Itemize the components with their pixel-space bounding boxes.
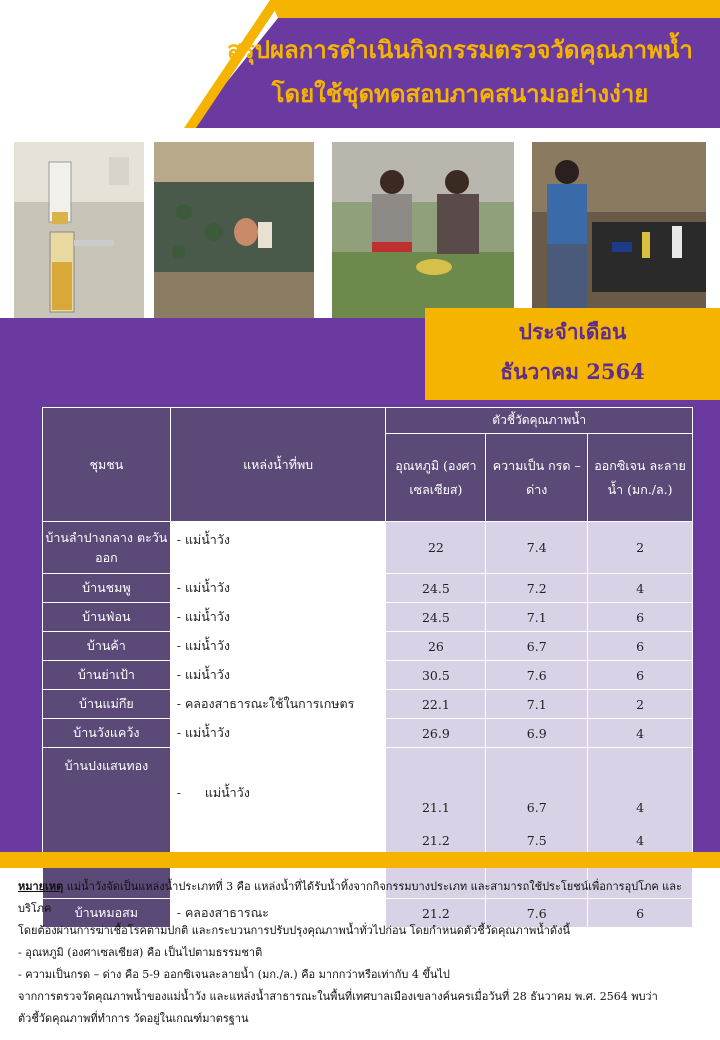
remarks-label: หมายเหตุ [18,880,64,893]
field-testing-photo [332,142,514,318]
remarks-line: หมายเหตุ แม่น้ำวังจัดเป็นแหล่งน้ำประเภทที่ 3 คือ แหล่งน้ำที่ได้รับน้ำทิ้งจากกิจกรรมบางประเภท และสามารถใช้ประโยชน์เพื่อการอุปโภค และบริโภค [18,880,682,915]
truck-testing-photo [532,142,706,318]
community-cell: บ้านหมอสม [43,899,171,928]
do-cell: 6 [588,632,693,661]
water-quality-table [42,407,693,928]
temp-cell: 24.5 [386,603,486,632]
header-community: ชุมชน [43,408,171,522]
period-line-1: ประจำเดือน [518,319,627,344]
temp-value: 21.2 [421,833,450,848]
do-cell: 6 [588,899,693,928]
table-row [43,661,693,690]
table-row [43,522,693,574]
remarks-line: ตัวชี้วัดคุณภาพที่ทำการ วัดอยู่ในเกณฑ์มาตรฐาน [18,1012,249,1025]
ph-value: 7.5 [526,833,547,848]
source-cell: - แม่น้ำวัง [170,661,386,690]
syringe-test-kit-photo [14,142,144,318]
temp-cell: 21.2 [386,899,486,928]
source-cell: - แม่น้ำวัง [170,632,386,661]
temp-cell: 26 [386,632,486,661]
community-cell: บ้านลำปางกลาง ตะวันออก [43,522,171,574]
remarks-section [18,876,708,1030]
community-cell: บ้านแม่กึย [43,690,171,719]
community-cell: บ้านวังแคว้ง [43,719,171,748]
source-cell: - แม่น้ำวัง [170,574,386,603]
period-label [425,312,720,392]
do-cell: 2 [588,522,693,574]
temp-value: 21.1 [421,800,450,815]
remarks-line: โดยต้องผ่านการฆ่าเชื้อโรคตามปกติ และกระบวนการปรับปรุงคุณภาพน้ำทั่วไปก่อน โดยกำหนดตัวชี้วัดคุณภาพน้ำดังนี้ [18,924,570,937]
remarks-line: จากการตรวจวัดคุณภาพน้ำของแม่น้ำวัง และแหล่งน้ำสาธารณะในพื้นที่เทศบาลเมืองเขลางค์นครเมื่อวันที่ 28 ธันวาคม พ.ศ. 2564 พบว่า [18,990,658,1003]
ph-cell: 7.1 [486,603,588,632]
ph-cell: 7.1 [486,690,588,719]
header-source: แหล่งน้ำที่พบ [170,408,386,522]
ph-cell: 7.6 [486,899,588,928]
header-ph: ความเป็น กรด – ด่าง [486,434,588,522]
ph-cell: 7.2 [486,574,588,603]
period-line-2: ธันวาคม 2564 [500,359,645,384]
temp-cell: 26.9 [386,719,486,748]
community-cell: บ้านชมพู [43,574,171,603]
title-line-1: สรุปผลการดำเนินกิจกรรมตรวจวัดคุณภาพน้ำ [227,35,693,64]
river-sampling-photo [154,142,314,318]
source-cell: - แม่น้ำวัง [170,603,386,632]
community-cell: บ้านปงแสนทอง [43,748,171,899]
ph-cell: 7.6 [486,661,588,690]
do-cell: 6 [588,661,693,690]
source-cell: - คลองสาธารณะ [170,899,386,928]
source-line: - แม่น้ำวัง [176,785,250,800]
source-cell: - แม่น้ำวัง [170,522,386,574]
community-cell: บ้านย่าเป้า [43,661,171,690]
source-cell: - คลองสาธารณะใช้ในการเกษตร [170,690,386,719]
ph-cell: 6.7 [486,632,588,661]
temp-cell: 30.5 [386,661,486,690]
table-row [43,574,693,603]
remarks-line: - ความเป็นกรด – ด่าง คือ 5-9 ออกซิเจนละลายน้ำ (มก./ล.) คือ มากกว่าหรือเท่ากับ 4 ขึ้นไป [18,968,450,981]
header-indicators: ตัวชี้วัดคุณภาพน้ำ [386,408,693,434]
divider-strip [0,852,720,868]
remarks-line: - อุณหภูมิ (องศาเซลเซียส) คือ เป็นไปตามธรรมชาติ [18,946,263,959]
do-cell: 4 [588,574,693,603]
community-cell: บ้านค้า [43,632,171,661]
do-cell: 6 [588,603,693,632]
header-temperature: อุณหภูมิ (องศา เซลเซียส) [386,434,486,522]
do-cell: 2 [588,690,693,719]
photo-strip [0,142,720,318]
ph-cell: 6.9 [486,719,588,748]
table-row [43,632,693,661]
do-value: 4 [636,800,645,815]
title-line-2: โดยใช้ชุดทดสอบภาคสนามอย่างง่าย [271,79,649,108]
source-cell: - แม่น้ำวัง [170,719,386,748]
table-row [43,690,693,719]
table-row [43,719,693,748]
temp-cell: 22 [386,522,486,574]
ph-cell: 7.4 [486,522,588,574]
do-value: 4 [636,833,645,848]
do-cell: 4 [588,719,693,748]
table-row [43,603,693,632]
page-title [200,28,720,116]
header-dissolved-oxygen: ออกซิเจน ละลายน้ำ (มก./ล.) [588,434,693,522]
ph-value: 6.7 [526,800,547,815]
temp-cell: 24.5 [386,574,486,603]
community-cell: บ้านฟ่อน [43,603,171,632]
temp-cell: 22.1 [386,690,486,719]
